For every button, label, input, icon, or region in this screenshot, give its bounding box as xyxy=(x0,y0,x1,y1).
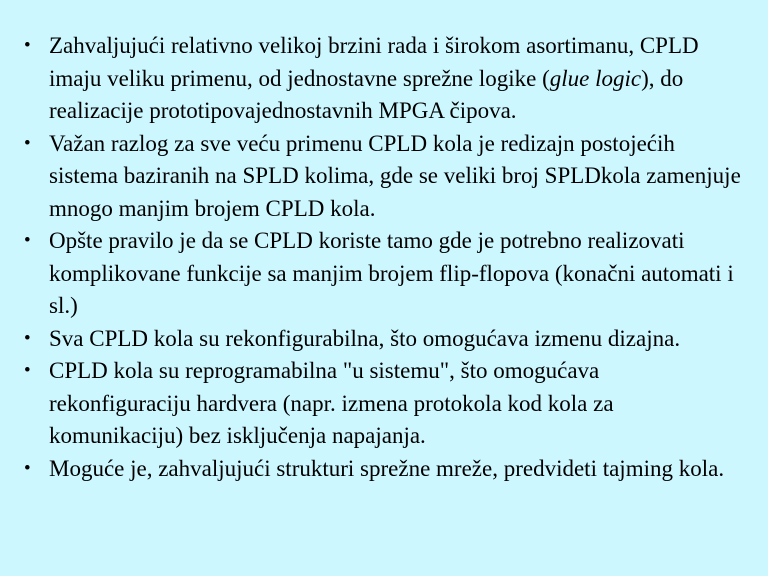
bullet-text-4: Sva CPLD kola su rekonfigurabilna, što omogućava izmenu dizajna. xyxy=(49,325,681,351)
bullet-item-4 xyxy=(24,323,744,356)
bullet-marker: • xyxy=(24,35,31,56)
bullet-marker: • xyxy=(24,132,31,154)
bullet-text-1b: ), do realizacije prototipovajednostavnih MPGA čipova. xyxy=(49,65,684,123)
bullet-text-1-italic: glue logic xyxy=(549,65,642,91)
bullet-item-6 xyxy=(24,453,744,486)
bullet-text-1a: Zahvaljujući relativno velikoj brzini rada i širokom asortimanu, CPLD imaju veliku primenu, od jednostavne sprežne logike ( xyxy=(49,33,699,91)
bullet-item-2 xyxy=(24,128,744,226)
bullet-text-6: Moguće je, zahvaljujući strukturi sprežne mreže, predvideti tajming kola. xyxy=(49,455,725,481)
bullet-marker: • xyxy=(24,457,31,479)
bullet-text-5: CPLD kola su reprogramabilna "u sistemu", što omogućava rekonfiguraciju hardvera (napr. izmena protokola kod kola za komunikaciju) bez isključenja napajanja. xyxy=(49,358,614,448)
bullet-item-1 xyxy=(24,30,744,128)
bullet-marker: • xyxy=(24,360,31,381)
bullet-marker: • xyxy=(24,230,31,251)
bullet-item-5 xyxy=(24,355,744,453)
bullet-list xyxy=(24,30,744,485)
bullet-item-3 xyxy=(24,225,744,323)
bullet-marker: • xyxy=(24,327,31,349)
bullet-text-3: Opšte pravilo je da se CPLD koriste tamo gde je potrebno realizovati komplikovane funkcije sa manjim brojem flip-flopova (konačni automati i sl.) xyxy=(49,228,734,318)
bullet-text-2: Važan razlog za sve veću primenu CPLD kola je redizajn postojećih sistema baziranih na SPLD kolima, gde se veliki broj SPLDkola zamenjuje mnogo manjim brojem CPLD kola. xyxy=(49,130,741,221)
